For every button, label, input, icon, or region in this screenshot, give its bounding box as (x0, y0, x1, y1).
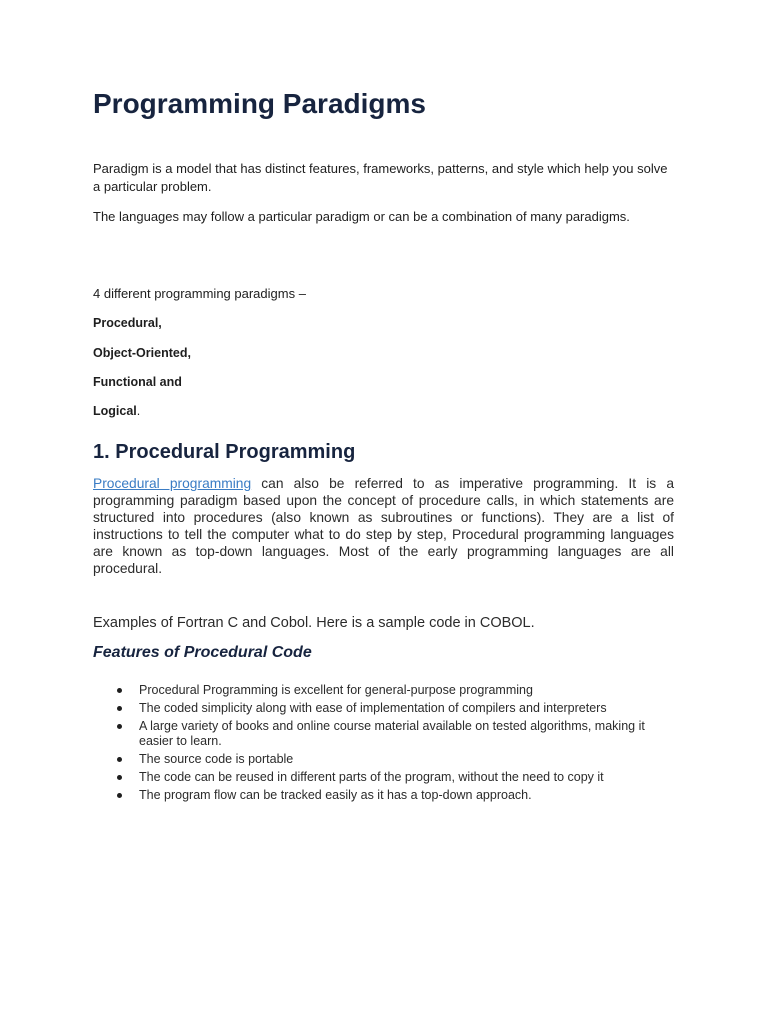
features-heading: Features of Procedural Code (93, 644, 312, 661)
paradigm-logical (93, 403, 140, 420)
bullet-icon (117, 724, 122, 729)
list-item-text: Procedural Programming is excellent for general-purpose programming (139, 683, 533, 697)
procedural-description-text: can also be referred to as imperative programming. It is a programming paradigm based upon the concept of procedure calls, in which statements are structured into procedures (also known as subroutines or functions). They are a list of instructions to tell the computer what to do step by step, Procedural programming languages are known as top-down languages. Most of the early programming languages are all procedural. (93, 476, 674, 576)
bullet-icon (117, 775, 122, 780)
bullet-icon (117, 793, 122, 798)
features-list (93, 683, 674, 806)
paradigm-functional: Functional and (93, 375, 182, 389)
examples-text: Examples of Fortran C and Cobol. Here is a sample code in COBOL. (93, 615, 535, 631)
list-item (93, 770, 674, 785)
list-item (93, 788, 674, 803)
list-item (93, 701, 674, 716)
paradigm-procedural: Procedural, (93, 316, 162, 330)
list-item-text: The program flow can be tracked easily as it has a top-down approach. (139, 788, 532, 802)
procedural-description (93, 475, 674, 577)
list-item-text: The coded simplicity along with ease of implementation of compilers and interpreters (139, 701, 607, 715)
procedural-programming-link[interactable]: Procedural programming (93, 476, 252, 491)
paradigm-logical-period: . (136, 404, 141, 418)
bullet-icon (117, 688, 122, 693)
intro-paragraph-1: Paradigm is a model that has distinct features, frameworks, patterns, and style which help you solve a particular problem. (93, 161, 668, 194)
list-item (93, 752, 674, 767)
list-item-text: A large variety of books and online course material available on tested algorithms, making it easier to learn. (139, 719, 645, 748)
section-heading-procedural: 1. Procedural Programming (93, 441, 356, 463)
bullet-icon (117, 757, 122, 762)
paradigm-object-oriented: Object-Oriented, (93, 346, 191, 360)
list-item-text: The code can be reused in different parts of the program, without the need to copy it (139, 770, 604, 784)
paradigms-intro: 4 different programming paradigms – (93, 286, 306, 301)
paradigm-logical-label: Logical (93, 404, 137, 418)
page-title: Programming Paradigms (93, 88, 426, 119)
list-item (93, 719, 674, 749)
intro-paragraph-2: The languages may follow a particular paradigm or can be a combination of many paradigms. (93, 209, 630, 224)
bullet-icon (117, 706, 122, 711)
list-item-text: The source code is portable (139, 752, 294, 766)
list-item (93, 683, 674, 698)
